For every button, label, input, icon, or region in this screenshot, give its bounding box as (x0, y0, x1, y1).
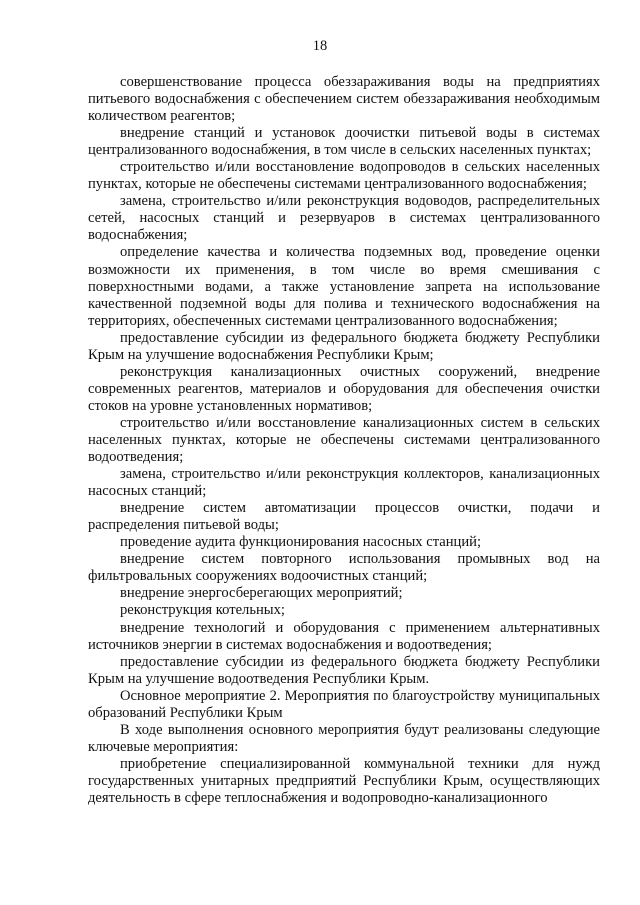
page-number: 18 (312, 38, 328, 54)
paragraph: проведение аудита функционирования насосных станций; (120, 534, 482, 551)
paragraph: внедрение технологий и оборудования с применением альтернативных источников энергии в системах водоснабжения и водоотведения; (88, 619, 600, 653)
paragraph: реконструкция канализационных очистных сооружений, внедрение современных реагентов, материалов и оборудования для обеспечения очистки стоков на уровне установленных нормативов; (88, 363, 600, 414)
paragraph: замена, строительство и/или реконструкция водоводов, распределительных сетей, насосных станций и резервуаров в системах централизованного водоснабжения; (88, 193, 600, 244)
paragraph: приобретение специализированной коммунальной техники для нужд государственных унитарных предприятий Республики Крым, осуществляющих деятельность в сфере теплоснабжения и водопроводно-канализационного (88, 755, 600, 806)
paragraph: внедрение систем автоматизации процессов очистки, подачи и распределения питьевой воды; (88, 500, 600, 534)
paragraph: строительство и/или восстановление канализационных систем в сельских населенных пунктах, которые не обеспечены системами централизованного водоотведения; (88, 414, 600, 466)
paragraph: замена, строительство и/или реконструкция коллекторов, канализационных насосных станций; (88, 466, 600, 500)
section-heading: Основное мероприятие 2. Мероприятия по благоустройству муниципальных образований Республики Крым (88, 687, 600, 721)
paragraph: определение качества и количества подземных вод, проведение оценки возможности их применения, в том числе во время смешивания с поверхностными водами, а также установление запрета на использование качественной подземной воды для полива и технического водоснабжения на территориях, обеспеченных системами централизованного водоснабжения; (88, 244, 600, 329)
paragraph: В ходе выполнения основного мероприятия будут реализованы следующие ключевые мероприятия: (88, 721, 600, 755)
paragraph: строительство и/или восстановление водопроводов в сельских населенных пунктах, которые не обеспечены системами централизованного водоснабжения; (88, 159, 600, 193)
paragraph: внедрение станций и установок доочистки питьевой воды в системах централизованного водоснабжения, в том числе в сельских населенных пунктах; (88, 125, 600, 159)
paragraph: внедрение систем повторного использования промывных вод на фильтровальных сооружениях водоочистных станций; (88, 551, 600, 585)
paragraph: предоставление субсидии из федерального бюджета бюджету Республики Крым на улучшение водоснабжения Республики Крым; (88, 329, 600, 363)
document-body (88, 74, 600, 807)
paragraph: внедрение энергосберегающих мероприятий; (120, 585, 403, 602)
paragraph: предоставление субсидии из федерального бюджета бюджету Республики Крым на улучшение водоотведения Республики Крым. (88, 653, 600, 687)
paragraph: реконструкция котельных; (120, 602, 285, 619)
paragraph: совершенствование процесса обеззараживания воды на предприятиях питьевого водоснабжения с обеспечением систем обеззараживания необходимым количеством реагентов; (88, 74, 600, 125)
